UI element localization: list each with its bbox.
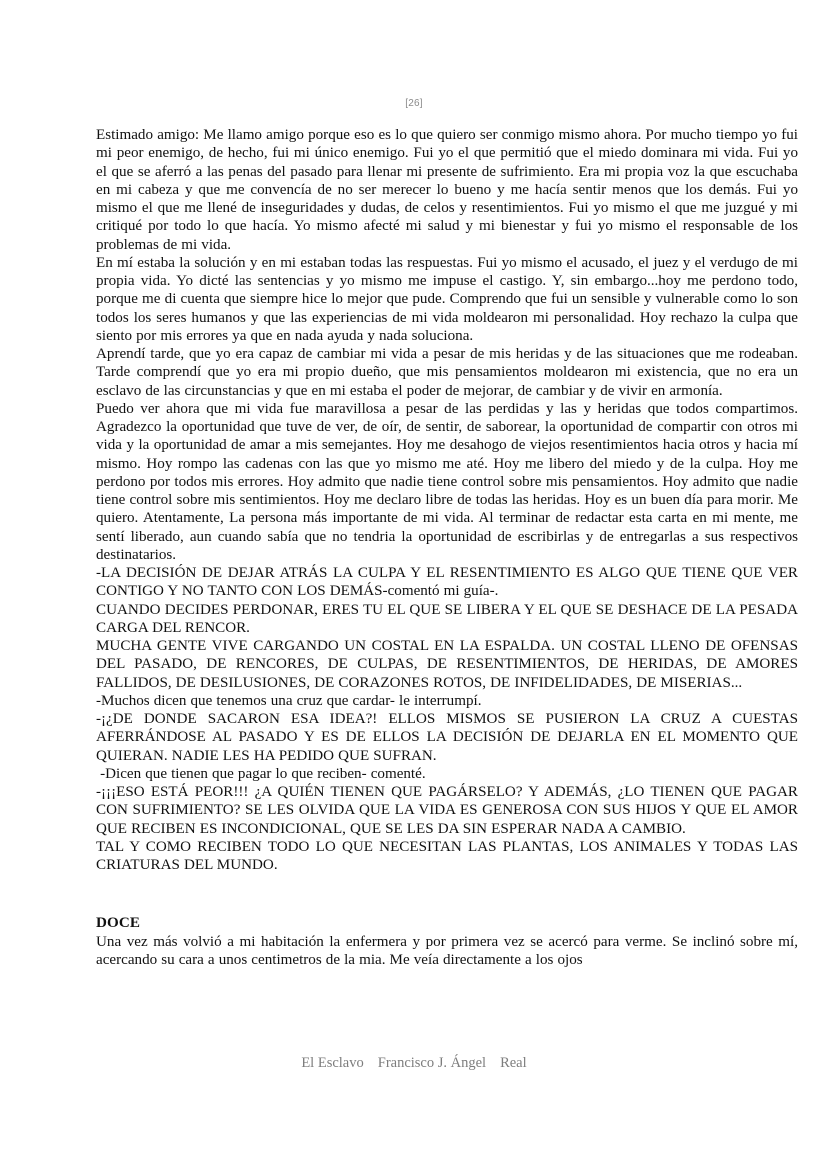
section-spacer: [96, 874, 798, 914]
page-content: [96, 126, 803, 969]
paragraph: -¡¿DE DONDE SACARON ESA IDEA?! ELLOS MISMOS SE PUSIERON LA CRUZ A CUESTAS AFERRÁNDOSE AL PASADO Y ES DE ELLOS LA DECISIÓN DE DEJARLA EN EL MOMENTO QUE QUIERAN. NADIE LES HA PEDIDO QUE SUFRAN.: [96, 711, 803, 764]
paragraph: -¡¡¡ESO ESTÁ PEOR!!! ¿A QUIÉN TIENEN QUE PAGÁRSELO? Y ADEMÁS, ¿LO TIENEN QUE PAGAR CON SUFRIMIENTO? SE LES OLVIDA QUE LA VIDA ES GENEROSA CON SUS HIJOS Y QUE EL AMOR QUE RECIBEN ES INCONDICIONAL, QUE SE LES DA SIN ESPERAR NADA A CAMBIO.: [96, 784, 803, 837]
paragraph: CUANDO DECIDES PERDONAR, ERES TU EL QUE SE LIBERA Y EL QUE SE DESHACE DE LA PESADA CARGA DEL RENCOR.: [96, 601, 803, 636]
paragraph: -Muchos dicen que tenemos una cruz que cardar- le interrumpí.: [96, 692, 482, 709]
chapter-heading: DOCE: [96, 915, 141, 932]
footer-book-title: El Esclavo: [301, 1055, 364, 1071]
paragraph: TAL Y COMO RECIBEN TODO LO QUE NECESITAN LAS PLANTAS, LOS ANIMALES Y TODAS LAS CRIATURAS DEL MUNDO.: [96, 838, 803, 873]
paragraph: Estimado amigo: Me llamo amigo porque eso es lo que quiero ser conmigo mismo ahora. Por mucho tiempo yo fui mi peor enemigo, de hecho, fui mi único enemigo. Fui yo el que permitió que el miedo dominara mi vida. Fui yo el que se aferró a las penas del pasado para llenar mi presente de sufrimiento. Era mi propia voz la que escuchaba en mi cabeza y que me convencía de no ser merecer lo bueno y me hacía sentir menos que los demás. Fui yo mismo el que me llené de inseguridades y dudas, de celos y resentimientos. Fui yo mismo el que me juzgué y mi critiqué por todo lo que hacía. Yo mismo afecté mi salud y mi bienestar y fui yo mismo el responsable de los problemas de mi vida.: [96, 127, 803, 253]
paragraph: En mí estaba la solución y en mi estaban todas las respuestas. Fui yo mismo el acusado, el juez y el verdugo de mi propia vida. Yo dicté las sentencias y yo mismo me impuse el castigo. Y, sin embargo...hoy me perdono todo, porque me di cuenta que siempre hice lo mejor que pude. Comprendo que fui un sensible y vulnerable como lo son todos los seres humanos y que las experiencias de mi vida moldearon mi personalidad. Hoy rechazo la culpa que siento por mis errores ya que en nada ayuda y nada soluciona.: [96, 254, 803, 344]
page-footer: [0, 1055, 828, 1072]
paragraph: -LA DECISIÓN DE DEJAR ATRÁS LA CULPA Y EL RESENTIMIENTO ES ALGO QUE TIENE QUE VER CONTIGO Y NO TANTO CON LOS DEMÁS-comentó mi guía-.: [96, 565, 803, 600]
footer-author-last: Real: [500, 1055, 527, 1071]
page-number: [26]: [405, 98, 423, 109]
paragraph: Puedo ver ahora que mi vida fue maravillosa a pesar de las perdidas y las y heridas que todos compartimos. Agradezco la oportunidad que tuve de ver, de oír, de sentir, de saborear, la oportunidad de compartir con otros mi vida y la oportunidad de amar a mis semejantes. Hoy me desahogo de viejos resentimientos hacia otros y hacia mí mismo. Hoy rompo las cadenas con las que yo mismo me até. Hoy me libero del miedo y de la culpa. Hoy me perdono por todos mis errores. Hoy admito que nadie tiene control sobre mis pensamientos. Hoy admito que nadie tiene control sobre mis sentimientos. Hoy me declaro libre de todas las heridas. Hoy es un buen día para morir. Me quiero. Atentamente, La persona más importante de mi vida. Al terminar de redactar esta carta en mi mente, me sentí liberado, aun cuando sabía que no tendria la oportunidad de escribirlas y de entregarlas a sus respectivos destinatarios.: [96, 400, 803, 563]
paragraph: Una vez más volvió a mi habitación la enfermera y por primera vez se acercó para verme. Se inclinó sobre mí, acercando su cara a unos centimetros de la mia. Me veía directamente a los ojos: [96, 933, 803, 968]
paragraph: MUCHA GENTE VIVE CARGANDO UN COSTAL EN LA ESPALDA. UN COSTAL LLENO DE OFENSAS DEL PASADO, DE RENCORES, DE CULPAS, DE RESENTIMIENTOS, DE HERIDAS, DE AMORES FALLIDOS, DE DESILUSIONES, DE CORAZONES ROTOS, DE INFIDELIDADES, DE MISERIAS...: [96, 638, 803, 691]
footer-author-first: Francisco J. Ángel: [377, 1055, 487, 1071]
paragraph: Aprendí tarde, que yo era capaz de cambiar mi vida a pesar de mis heridas y de las situaciones que me rodeaban. Tarde comprendí que yo era mi propio dueño, que mis pensamientos moldearon mi existencia, que no era un esclavo de las circunstancias y que en mi estaba el poder de mejorar, de cambiar y de vivir en armonía.: [96, 346, 803, 399]
paragraph: -Dicen que tienen que pagar lo que reciben- comenté.: [96, 765, 426, 782]
